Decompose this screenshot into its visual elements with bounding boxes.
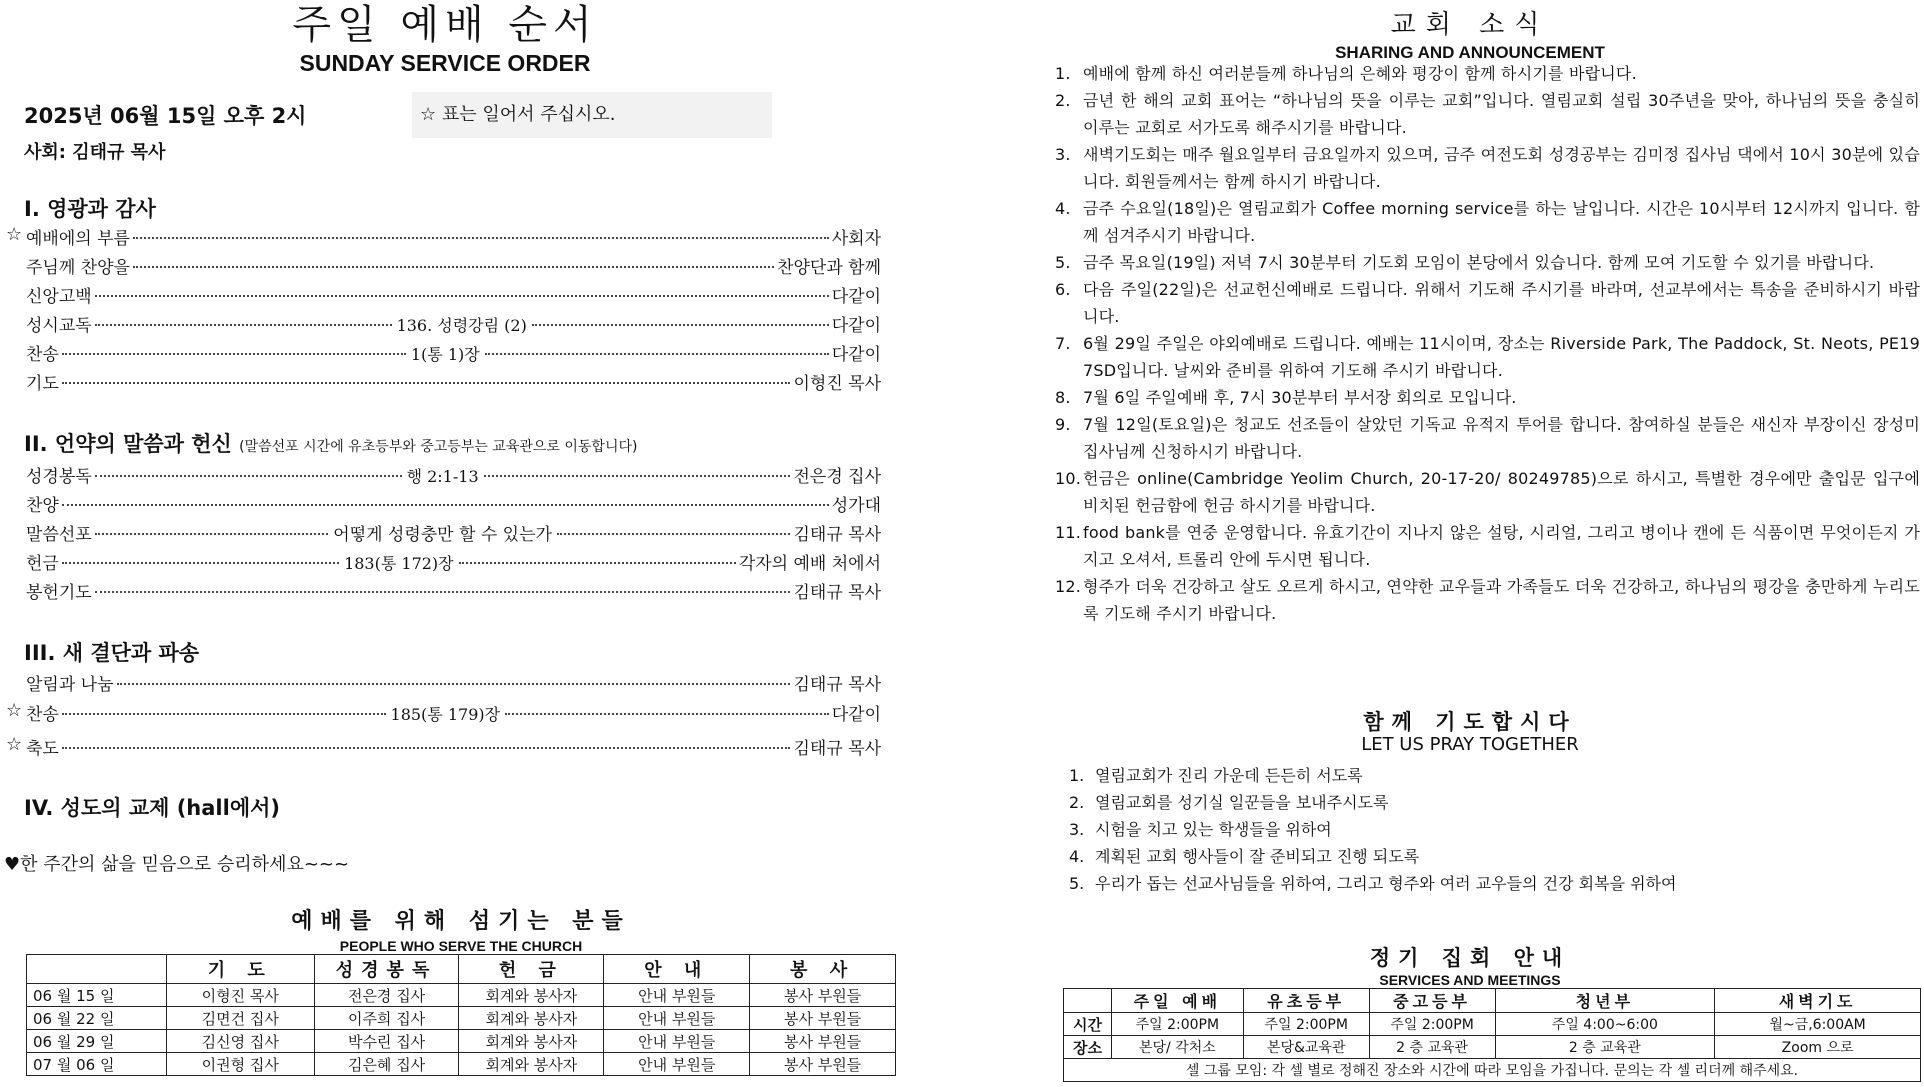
order-label: 찬양 — [26, 496, 59, 516]
list-item — [1055, 573, 1920, 627]
list-item — [1055, 60, 1920, 87]
table-cell: Zoom 으로 — [1715, 1036, 1921, 1059]
closing-message: ♥한 주간의 삶을 믿음으로 승리하세요~~~ — [4, 854, 350, 875]
list-item — [1055, 465, 1920, 519]
order-label: 봉헌기도 — [26, 583, 92, 603]
table-cell: 2 층 교육관 — [1495, 1036, 1715, 1059]
table-cell: 06 월 15 일 — [27, 984, 167, 1007]
dot-leader — [459, 562, 736, 564]
item-number: 3. — [1055, 145, 1071, 164]
order-row — [26, 369, 881, 395]
item-number: 6. — [1055, 280, 1071, 299]
dot-leader — [95, 533, 329, 535]
order-detail: 행 2:1-13 — [406, 467, 479, 486]
list-item — [1069, 816, 1676, 843]
item-number: 8. — [1055, 388, 1071, 407]
list-item — [1069, 762, 1676, 789]
list-item — [1055, 141, 1920, 195]
order-label: 찬송 — [26, 345, 59, 365]
order-label: 성시교독 — [26, 316, 92, 336]
item-text: 헌금은 online(Cambridge Yeolim Church, 20-17-20/ 80249785)으로 하시고, 특별한 경우에만 출입문 입구에 비치된 헌금함에 헌금 하시기를 바랍니다. — [1083, 469, 1920, 515]
item-text: 7월 6일 주일예배 후, 7시 30분부터 부서장 회의로 모입니다. — [1083, 388, 1517, 407]
table-cell: 06 월 22 일 — [27, 1007, 167, 1030]
dot-leader — [117, 683, 791, 685]
table-cell: 봉사 부원들 — [750, 1030, 896, 1053]
item-number: 2. — [1069, 793, 1085, 812]
page-subtitle: SUNDAY SERVICE ORDER — [299, 50, 591, 76]
table-header-row — [27, 955, 896, 984]
table-header: 성경봉독 — [314, 955, 459, 984]
row-label: 시간 — [1064, 1013, 1112, 1036]
order-row — [26, 670, 881, 696]
star-icon: ☆ — [6, 700, 23, 721]
item-text: 금년 한 해의 교회 표어는 “하나님의 뜻을 이루는 교회”입니다. 열림교회 설립 30주년을 맞아, 하나님의 뜻을 충실히 이루는 교회로 서가도록 해주시기를 바랍니다. — [1083, 91, 1920, 137]
pray-list — [1069, 762, 1676, 897]
service-leader: 사회: 김태규 목사 — [24, 142, 166, 163]
order-right: 다같이 — [831, 287, 881, 307]
item-text: 계획된 교회 행사들이 잘 준비되고 진행 되도록 — [1095, 847, 1420, 866]
table-row — [27, 1053, 896, 1076]
dot-leader — [95, 591, 791, 593]
table-header: 청년부 — [1495, 989, 1715, 1013]
list-item — [1069, 870, 1676, 897]
list-item — [1055, 384, 1920, 411]
dot-leader — [95, 295, 829, 297]
table-cell: 회계와 봉사자 — [459, 1030, 604, 1053]
table-cell: 2 층 교육관 — [1369, 1036, 1495, 1059]
section-note: (말씀선포 시간에 유초등부와 중고등부는 교육관으로 이동합니다) — [239, 439, 638, 455]
section-title: I. 영광과 감사 — [24, 197, 156, 221]
order-label: 성경봉독 — [26, 467, 92, 487]
table-cell: 봉사 부원들 — [750, 984, 896, 1007]
dot-leader — [62, 504, 829, 506]
order-row — [26, 253, 881, 279]
dot-leader — [557, 533, 791, 535]
stand-note: ☆ 표는 일어서 주십시오. — [412, 92, 772, 138]
table-header: 중고등부 — [1369, 989, 1495, 1013]
table-cell: 회계와 봉사자 — [459, 984, 604, 1007]
item-text: 6월 29일 주일은 야외예배로 드립니다. 예배는 11시이며, 장소는 Riverside Park, The Paddock, St. Neots, PE19 7SD입니다. 날씨와 준비를 위하여 기도해 주시기 바랍니다. — [1083, 334, 1920, 380]
table-cell: 본당&교육관 — [1243, 1036, 1369, 1059]
table-header: 안 내 — [604, 955, 750, 984]
table-cell: 안내 부원들 — [604, 984, 750, 1007]
service-info — [24, 100, 306, 164]
table-header: 유초등부 — [1243, 989, 1369, 1013]
list-item — [1055, 276, 1920, 330]
table-row — [27, 984, 896, 1007]
order-label: 알림과 나눔 — [26, 675, 114, 695]
order-row — [6, 734, 881, 760]
order-label: 찬송 — [26, 705, 59, 725]
dot-leader — [532, 324, 829, 326]
table-cell: 06 월 29 일 — [27, 1030, 167, 1053]
table-cell: 이주희 집사 — [314, 1007, 459, 1030]
section-title: IV. 성도의 교제 (hall에서) — [24, 796, 280, 820]
list-item — [1055, 195, 1920, 249]
dot-leader — [62, 382, 791, 384]
table-cell: 이형진 목사 — [166, 984, 314, 1007]
item-text: 시험을 치고 있는 학생들을 위하여 — [1095, 820, 1332, 839]
table-cell: 안내 부원들 — [604, 1007, 750, 1030]
dot-leader — [133, 237, 829, 239]
dot-leader — [62, 353, 406, 355]
order-right: 김태규 목사 — [793, 525, 881, 545]
table-header: 주일 예배 — [1111, 989, 1243, 1013]
section-title-text: II. 언약의 말씀과 헌신 — [24, 432, 232, 456]
order-right: 성가대 — [831, 496, 881, 516]
table-header-row — [1064, 989, 1921, 1013]
order-right: 각자의 예배 처에서 — [738, 554, 882, 574]
announcement-subtitle: SHARING AND ANNOUNCEMENT — [1335, 43, 1605, 62]
table-cell: 안내 부원들 — [604, 1053, 750, 1076]
order-row — [26, 578, 881, 604]
dot-leader — [62, 562, 339, 564]
table-header: 헌 금 — [459, 955, 604, 984]
order-row — [26, 340, 881, 366]
order-right: 김태규 목사 — [793, 739, 881, 759]
table-cell: 주일 4:00~6:00 — [1495, 1013, 1715, 1036]
pray-subtitle: LET US PRAY TOGETHER — [1361, 734, 1579, 755]
item-number: 9. — [1055, 415, 1071, 434]
order-right: 김태규 목사 — [793, 583, 881, 603]
table-cell: 김은혜 집사 — [314, 1053, 459, 1076]
dot-leader — [95, 324, 392, 326]
dot-leader — [95, 475, 402, 477]
order-right: 이형진 목사 — [793, 374, 881, 394]
table-row — [1064, 1013, 1921, 1036]
table-cell: 주일 2:00PM — [1243, 1013, 1369, 1036]
table-cell: 김신영 집사 — [166, 1030, 314, 1053]
dot-leader — [505, 713, 829, 715]
item-number: 5. — [1055, 253, 1071, 272]
item-text: 형주가 더욱 건강하고 살도 오르게 하시고, 연약한 교우들과 가족들도 더욱 건강하고, 하나님의 평강을 충만하게 누리도록 기도해 주시기 바랍니다. — [1083, 577, 1920, 623]
dot-leader — [62, 713, 386, 715]
order-row — [26, 520, 881, 546]
table-cell: 본당/ 각처소 — [1111, 1036, 1243, 1059]
section-title: III. 새 결단과 파송 — [24, 641, 200, 665]
pray-title: 함께 기도합시다 — [1363, 710, 1577, 734]
table-cell: 회계와 봉사자 — [459, 1007, 604, 1030]
item-text: 금주 목요일(19일) 저녁 7시 30분부터 기도회 모임이 본당에서 있습니다. 함께 모여 기도할 수 있기를 바랍니다. — [1083, 253, 1875, 272]
order-row — [26, 491, 881, 517]
table-cell: 안내 부원들 — [604, 1030, 750, 1053]
item-text: 7월 12일(토요일)은 청교도 선조들이 살았던 기독교 유적지 투어를 합니다. 참여하실 분들은 새신자 부장이신 장성미 집사님께 신청하시기 바랍니다. — [1083, 415, 1920, 461]
table-cell: 전은경 집사 — [314, 984, 459, 1007]
list-item — [1055, 330, 1920, 384]
announcement-list — [1055, 60, 1920, 627]
item-number: 3. — [1069, 820, 1085, 839]
list-item — [1069, 789, 1676, 816]
order-label: 기도 — [26, 374, 59, 394]
dot-leader — [484, 475, 791, 477]
order-label: 헌금 — [26, 554, 59, 574]
table-header: 봉 사 — [750, 955, 896, 984]
serve-title: 예배를 위해 섬기는 분들 — [291, 909, 631, 934]
meetings-subtitle: SERVICES AND MEETINGS — [1379, 972, 1561, 988]
table-row — [27, 1007, 896, 1030]
item-text: 금주 수요일(18일)은 열림교회가 Coffee morning service를 하는 날입니다. 시간은 10시부터 12시까지 입니다. 함께 섬겨주시기 바랍니다. — [1083, 199, 1920, 245]
item-number: 10. — [1055, 469, 1082, 488]
order-detail: 어떻게 성령충만 할 수 있는가 — [333, 525, 552, 545]
list-item — [1069, 843, 1676, 870]
item-text: 열림교회를 성기실 일꾼들을 보내주시도록 — [1095, 793, 1389, 812]
order-label: 말씀선포 — [26, 525, 92, 545]
item-number: 4. — [1055, 199, 1071, 218]
table-cell: 박수린 집사 — [314, 1030, 459, 1053]
meetings-note: 셀 그룹 모임: 각 셀 별로 정해진 장소와 시간에 따라 모임을 가집니다. 문의는 각 셀 리더께 해주세요. — [1064, 1059, 1921, 1082]
announcement-title: 교회 소식 — [1390, 10, 1550, 40]
serve-subtitle: PEOPLE WHO SERVE THE CHURCH — [339, 938, 583, 954]
order-right: 다같이 — [831, 345, 882, 365]
table-header — [27, 955, 167, 984]
item-number: 1. — [1069, 766, 1085, 785]
item-text: food bank를 연중 운영합니다. 유효기간이 지나지 않은 설탕, 시리얼, 그리고 병이나 캔에 든 식품이면 무엇이든지 가지고 오셔서, 트롤리 안에 두시면 됩니다. — [1083, 523, 1920, 569]
item-number: 2. — [1055, 91, 1071, 110]
order-row — [26, 549, 881, 575]
order-label: 주님께 찬양을 — [26, 258, 130, 278]
item-number: 4. — [1069, 847, 1085, 866]
row-label: 장소 — [1064, 1036, 1112, 1059]
meetings-title: 정기 집회 안내 — [1369, 946, 1571, 970]
order-right: 전은경 집사 — [793, 467, 881, 487]
service-date: 2025년 06월 15일 오후 2시 — [24, 104, 307, 128]
order-detail: 136. 성령강림 (2) — [396, 316, 527, 335]
item-number: 1. — [1055, 64, 1071, 83]
serve-table — [26, 954, 896, 1076]
table-cell: 봉사 부원들 — [750, 1007, 896, 1030]
table-header: 새벽기도 — [1715, 989, 1921, 1013]
table-cell: 회계와 봉사자 — [459, 1053, 604, 1076]
order-row — [6, 224, 881, 250]
order-detail: 185(통 179)장 — [390, 705, 501, 724]
list-item — [1055, 519, 1920, 573]
section-title — [24, 428, 637, 458]
dot-leader — [485, 353, 829, 355]
order-detail: 1(통 1)장 — [410, 345, 480, 364]
table-cell: 주일 2:00PM — [1111, 1013, 1243, 1036]
table-cell: 이권형 집사 — [166, 1053, 314, 1076]
list-item — [1055, 249, 1920, 276]
page-title: 주일 예배 순서 — [292, 2, 598, 48]
table-cell: 김면건 집사 — [166, 1007, 314, 1030]
list-item — [1055, 411, 1920, 465]
table-header — [1064, 989, 1112, 1013]
order-label: 신앙고백 — [26, 287, 92, 307]
star-icon: ☆ — [6, 224, 23, 245]
order-detail: 183(통 172)장 — [344, 554, 454, 573]
item-text: 예배에 함께 하신 여러분들께 하나님의 은혜와 평강이 함께 하시기를 바랍니다. — [1083, 64, 1637, 83]
table-row — [27, 1030, 896, 1053]
item-number: 12. — [1055, 577, 1082, 596]
list-item — [1055, 87, 1920, 141]
star-icon: ☆ — [6, 734, 23, 755]
table-row — [1064, 1059, 1921, 1082]
order-right: 사회자 — [831, 229, 881, 249]
table-cell: 07 월 06 일 — [27, 1053, 167, 1076]
item-text: 열림교회가 진리 가운데 든든히 서도록 — [1095, 766, 1363, 785]
order-right: 다같이 — [831, 705, 882, 725]
order-label: 축도 — [26, 739, 59, 759]
table-cell: 월~금,6:00AM — [1715, 1013, 1921, 1036]
dot-leader — [133, 266, 774, 268]
order-right: 다같이 — [831, 316, 881, 336]
order-right: 찬양단과 함께 — [777, 258, 881, 278]
order-row — [26, 311, 881, 337]
table-row — [1064, 1036, 1921, 1059]
item-number: 11. — [1055, 523, 1082, 542]
item-text: 새벽기도회는 매주 월요일부터 금요일까지 있으며, 금주 여전도회 성경공부는 김미정 집사님 댁에서 10시 30분에 있습니다. 회원들께서는 함께 하시기 바랍니다. — [1083, 145, 1920, 191]
announcement-column — [1055, 0, 1924, 1087]
order-label: 예배에의 부름 — [26, 229, 130, 249]
order-row — [26, 462, 881, 488]
order-row — [26, 282, 881, 308]
item-number: 5. — [1069, 874, 1085, 893]
item-number: 7. — [1055, 334, 1071, 353]
item-text: 우리가 돕는 선교사님들을 위하여, 그리고 형주와 여러 교우들의 건강 회복을 위하여 — [1095, 874, 1677, 893]
table-cell: 봉사 부원들 — [750, 1053, 896, 1076]
table-cell: 주일 2:00PM — [1369, 1013, 1495, 1036]
order-row — [6, 700, 882, 726]
order-right: 김태규 목사 — [793, 675, 881, 695]
item-text: 다음 주일(22일)은 선교헌신예배로 드립니다. 위해서 기도해 주시기를 바라며, 선교부에서는 특송을 준비하시기 바랍니다. — [1083, 280, 1920, 326]
dot-leader — [62, 747, 791, 749]
meetings-table — [1063, 988, 1921, 1082]
table-header: 기 도 — [166, 955, 314, 984]
